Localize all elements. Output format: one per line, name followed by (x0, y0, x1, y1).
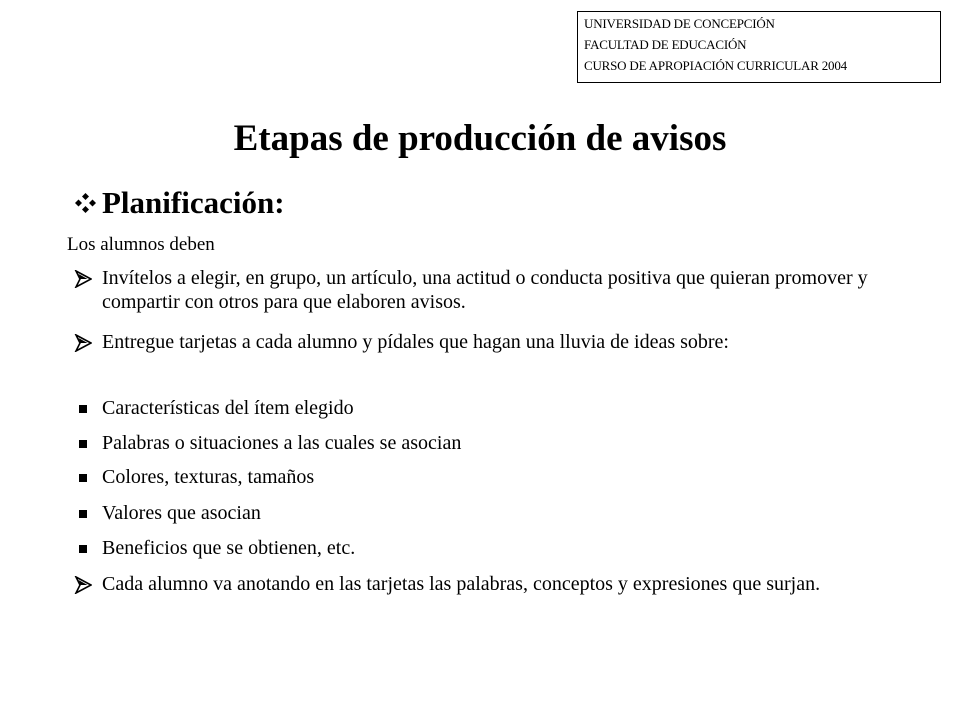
list-item-text: Beneficios que se obtienen, etc. (102, 537, 356, 559)
list-item (74, 572, 940, 596)
list-item-text: Entregue tarjetas a cada alumno y pídales que hagan una lluvia de ideas sobre: (102, 331, 729, 353)
list-item-text: Colores, texturas, tamaños (102, 466, 315, 488)
list-item (74, 330, 940, 354)
arrow-bullet-icon (74, 270, 92, 288)
list-item (74, 465, 940, 489)
list-item (74, 501, 940, 525)
four-diamond-bullet-icon (72, 193, 99, 213)
square-bullet-icon (79, 474, 87, 482)
institution-header (577, 11, 941, 83)
list-item-text: Valores que asocian (102, 502, 261, 524)
intro-text: Los alumnos deben (67, 234, 215, 255)
section-label: Planificación: (102, 185, 285, 220)
square-bullet-icon (79, 405, 87, 413)
section-heading (72, 185, 285, 221)
list-item-text: Cada alumno va anotando en las tarjetas las palabras, conceptos y expresiones que surjan. (102, 573, 821, 595)
list-item-text: Invítelos a elegir, en grupo, un artículo, una actitud o conducta positiva que quieran promover y compartir con otros para que elaboren avisos. (102, 267, 868, 313)
square-bullet-icon (79, 440, 87, 448)
arrow-bullet-icon (74, 334, 92, 352)
list-item (74, 396, 940, 420)
square-bullet-icon (79, 545, 87, 553)
arrow-bullet-icon (74, 576, 92, 594)
list-item-text: Características del ítem elegido (102, 397, 354, 419)
slide-title: Etapas de producción de avisos (233, 118, 727, 159)
list-item (74, 431, 940, 455)
square-bullet-icon (79, 510, 87, 518)
header-university: UNIVERSIDAD DE CONCEPCIÓN (584, 16, 775, 31)
header-course: CURSO DE APROPIACIÓN CURRICULAR 2004 (584, 58, 847, 73)
header-faculty: FACULTAD DE EDUCACIÓN (584, 37, 747, 52)
list-item (74, 536, 940, 560)
list-item-text: Palabras o situaciones a las cuales se asocian (102, 432, 462, 454)
list-item (74, 266, 940, 314)
